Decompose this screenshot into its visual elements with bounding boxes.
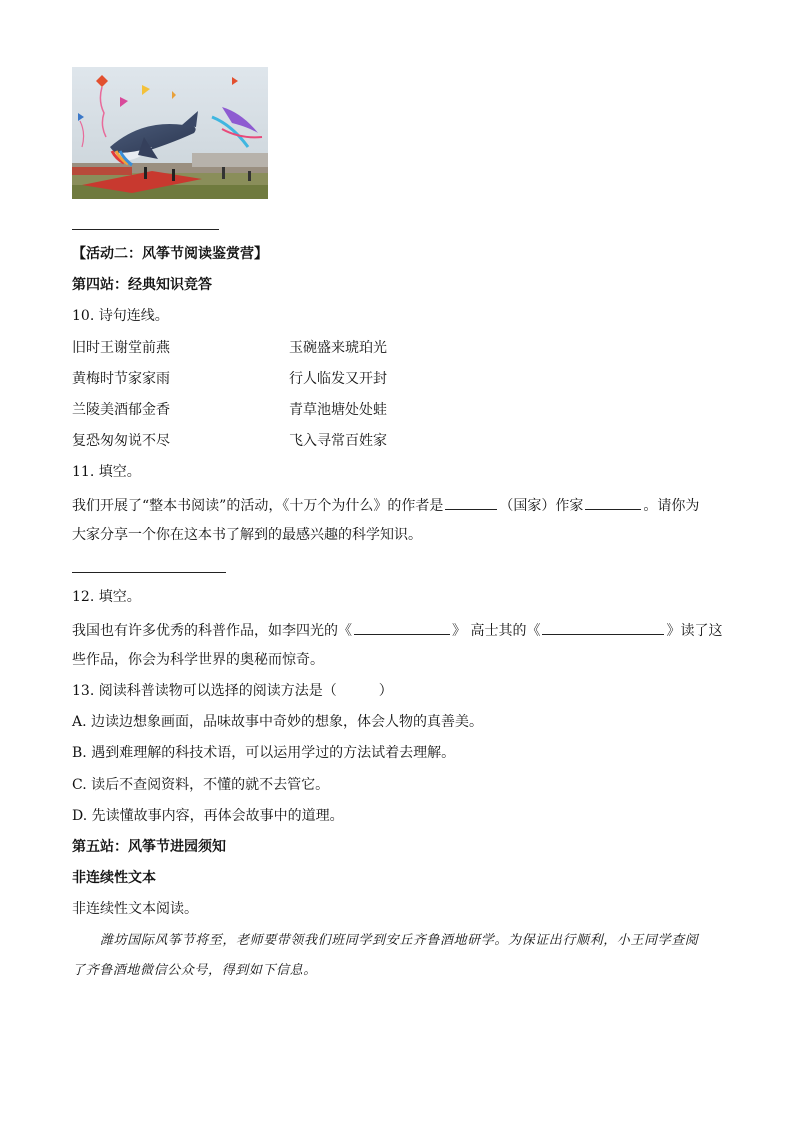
fill-blank[interactable]: [585, 494, 641, 510]
section-intro: 非连续性文本阅读。: [72, 901, 198, 917]
kite-festival-photo: [72, 67, 268, 199]
text-segment: 我国也有许多优秀的科普作品，如李四光的《: [72, 623, 352, 639]
text-segment: 》 高士其的《: [452, 623, 541, 639]
station-title: 第五站：风筝节进园须知: [72, 839, 226, 855]
poem-right-line: 飞入寻常百姓家: [289, 433, 387, 449]
text-segment: （国家）作家: [499, 498, 584, 514]
question-text: [72, 619, 722, 641]
fill-blank[interactable]: [354, 619, 450, 635]
option-d[interactable]: D. 先读懂故事内容，再体会故事中的道理。: [72, 808, 344, 824]
poem-right-line: 青草池塘处处蛙: [289, 402, 387, 418]
question-stem: 12. 填空。: [72, 589, 141, 605]
question-text: 些作品，你会为科学世界的奥秘而惊奇。: [72, 652, 324, 668]
question-stem: 11. 填空。: [72, 464, 141, 480]
text-segment: 》读了这: [666, 623, 723, 639]
text-segment: 。请你为: [643, 498, 700, 514]
question-text: [72, 494, 699, 516]
fill-blank[interactable]: [542, 619, 664, 635]
question-text: 大家分享一个你在这本书了解到的最感兴趣的科学知识。: [72, 527, 422, 543]
question-stem: 10. 诗句连线。: [72, 308, 169, 324]
passage-line: 了齐鲁酒地微信公众号，得到如下信息。: [72, 963, 317, 978]
fill-blank[interactable]: [445, 494, 497, 510]
poem-left-line: 黄梅时节家家雨: [72, 371, 170, 387]
question-stem: 13. 阅读科普读物可以选择的阅读方法是（ ）: [72, 683, 393, 699]
poem-right-line: 玉碗盛来琥珀光: [289, 340, 387, 356]
answer-line: [72, 572, 226, 573]
poem-left-line: 复恐匆匆说不尽: [72, 433, 170, 449]
poem-right-line: 行人临发又开封: [289, 371, 387, 387]
option-c[interactable]: C. 读后不查阅资料，不懂的就不去管它。: [72, 777, 330, 793]
section-title: 非连续性文本: [72, 870, 156, 886]
answer-line: [72, 229, 219, 230]
passage-line: 潍坊国际风筝节将至，老师要带领我们班同学到安丘齐鲁酒地研学。为保证出行顺利，小王同学查阅: [100, 933, 699, 948]
option-a[interactable]: A. 边读边想象画面，品味故事中奇妙的想象，体会人物的真善美。: [72, 714, 484, 730]
text-segment: 我们开展了“整本书阅读”的活动，《十万个为什么》的作者是: [72, 498, 444, 514]
option-b[interactable]: B. 遇到难理解的科技术语，可以运用学过的方法试着去理解。: [72, 745, 456, 761]
activity-title: 【活动二：风筝节阅读鉴赏营】: [72, 246, 268, 262]
poem-left-line: 旧时王谢堂前燕: [72, 340, 170, 356]
station-title: 第四站：经典知识竞答: [72, 277, 212, 293]
poem-left-line: 兰陵美酒郁金香: [72, 402, 170, 418]
